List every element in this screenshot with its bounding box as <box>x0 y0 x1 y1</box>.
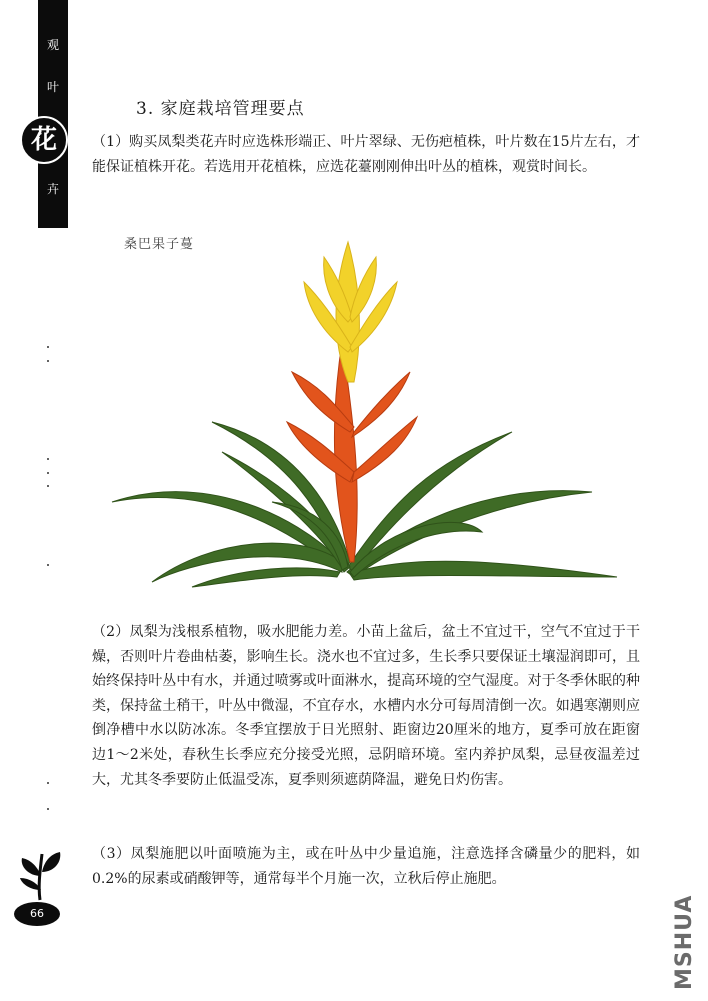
page-number: 66 <box>14 902 60 926</box>
side-tab <box>38 0 68 228</box>
side-tab-char: 观 <box>46 38 59 52</box>
side-tab-highlight-char: 花 <box>20 116 68 164</box>
paragraph-1: （1）购买凤梨类花卉时应选株形端正、叶片翠绿、无伤疤植株，叶片数在15片左右，才能保证植株开花。若选用开花植株，应选花薹刚刚伸出叶丛的植株，观赏时间长。 <box>92 134 640 175</box>
figure-caption: 桑巴果子蔓 <box>124 237 195 252</box>
bromeliad-photo <box>92 232 628 592</box>
paragraph-2: （2）凤梨为浅根系植物，吸水肥能力差。小苗上盆后，盆土不宜过干，空气不宜过于干燥，否则叶片卷曲枯萎，影响生长。浇水也不宜过多，生长季只要保证土壤湿润即可，且始终保持叶丛中有水，并通过喷雾或叶面淋水，提高环境的空气湿度。对于冬季休眠的种类，保持盆土稍干，叶丛中微湿，不宜存水，水槽内水分可每周清倒一次。如遇寒潮则应倒净槽中水以防冰冻。冬季宜摆放于日光照射、距窗边20厘米的地方，夏季可放在距窗边1～2米处，春秋生长季应充分接受光照，忌阴暗环境。室内养护凤梨，忌昼夜温差过大，尤其冬季要防止低温受冻，夏季则须遮荫降温，避免日灼伤害。 <box>92 624 640 788</box>
watermark: MSHUA <box>672 894 697 990</box>
paragraph-3: （3）凤梨施肥以叶面喷施为主，或在叶丛中少量追施，注意选择含磷量少的肥料，如0.2%的尿素或硝酸钾等，通常每半个月施一次，立秋后停止施肥。 <box>92 846 640 887</box>
side-tab-char: 卉 <box>46 182 59 196</box>
side-tab-char: 叶 <box>46 80 59 94</box>
leaf-icon <box>18 846 64 902</box>
section-title: 3. 家庭栽培管理要点 <box>136 99 305 119</box>
